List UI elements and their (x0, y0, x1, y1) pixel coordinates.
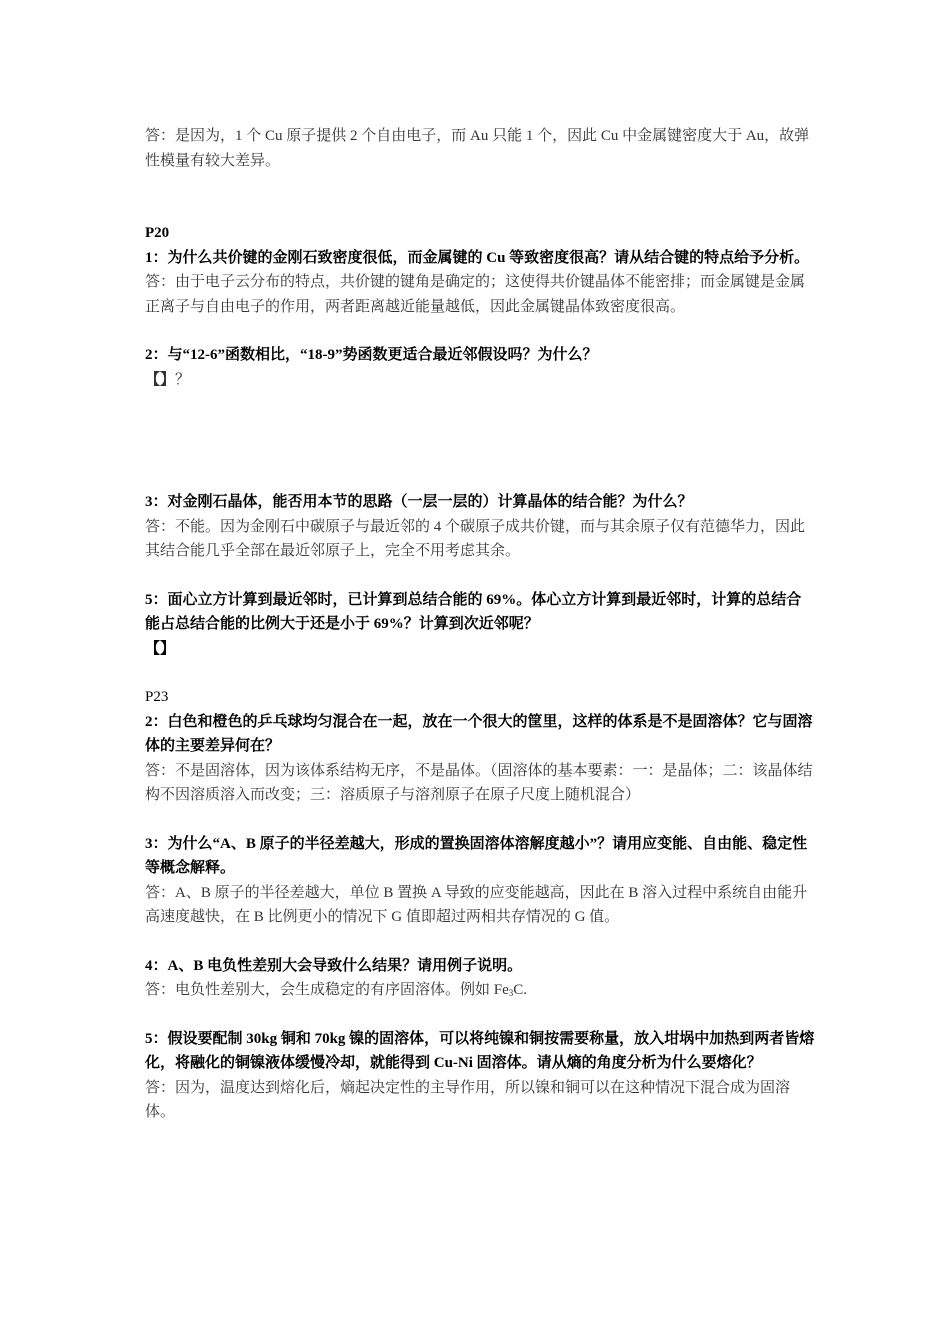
answer-p23-3: 答：A、B 原子的半径差越大，单位 B 置换 A 导致的应变能越高，因此在 B 溶入过程中系统自由能升高速度越快，在 B 比例更小的情况下 G 值即超过两相共存情况的 G 值。 (145, 884, 808, 925)
question-p23-5: 5：假设要配制 30kg 铜和 70kg 镍的固溶体，可以将纯镍和铜按需要称量，放入坩埚中加热到两者皆熔化，将融化的铜镍液体缓慢冷却，就能得到 Cu-Ni 固溶体。请从熵的角度分析为什么要熔化？ (145, 1030, 815, 1071)
spacer (145, 319, 815, 343)
intro-answer: 答：是因为，1 个 Cu 原子提供 2 个自由电子，而 Au 只能 1 个，因此 Cu 中金属键密度大于 Au，故弹性模量有较大差异。 (145, 128, 810, 169)
answer-text-end: C. (513, 982, 528, 998)
answer-p20-1: 答：由于电子云分布的特点，共价键的键角是确定的；这使得共价键晶体不能密排；而金属键是金属正离子与自由电子的作用，两者距离越近能量越低，因此金属键晶体致密度很高。 (145, 274, 806, 315)
question-p20-5: 5：面心立方计算到最近邻时，已计算到总结合能的 69%。体心立方计算到最近邻时，计算的总结合能占总结合能的比例大于还是小于 69%？计算到次近邻呢？ (145, 591, 802, 632)
spacer (145, 173, 815, 221)
document-page (145, 124, 815, 1125)
spacer (145, 661, 815, 685)
answer-p23-4 (145, 978, 815, 1003)
section-heading-p20: P20 (145, 225, 170, 241)
question-p23-4: 4：A、B 电负性差别大会导致什么结果？请用例子说明。 (145, 957, 523, 974)
spacer (145, 392, 815, 490)
question-p20-3: 3：对金刚石晶体，能否用本节的思路（一层一层的）计算晶体的结合能？为什么？ (145, 494, 693, 510)
section-heading-p23: P23 (145, 689, 169, 705)
answer-p23-2: 答：不是固溶体，因为该体系结构无序，不是晶体。（固溶体的基本要素：一：是晶体；二：该晶体结构不因溶质溶入而改变；三：溶质原子与溶剂原子在原子尺度上随机混合） (145, 762, 813, 803)
question-p20-2: 2：与“12-6”函数相比，“18-9”势函数更适合最近邻假设吗？为什么？ (145, 347, 598, 363)
question-p20-1: 1：为什么共价键的金刚石致密度很低，而金属键的 Cu 等致密度很高？请从结合键的特点给予分析。 (145, 249, 810, 266)
spacer (145, 564, 815, 588)
answer-p20-5: 【】 (145, 640, 176, 657)
subscript: 3 (508, 988, 514, 998)
answer-bracket: 【】 (145, 371, 176, 388)
answer-placeholder: ？ (175, 371, 191, 388)
question-p23-3: 3：为什么“A、B 原子的半径差越大，形成的置换固溶体溶解度越小”？请用应变能、自由能、稳定性等概念解释。 (145, 835, 808, 876)
question-p23-2: 2：白色和橙色的乒乓球均匀混合在一起，放在一个很大的筐里，这样的体系是不是固溶体？它与固溶体的主要差异何在？ (145, 713, 813, 754)
answer-p20-2 (145, 368, 815, 393)
answer-text: 答：电负性差别大，会生成稳定的有序固溶体。例如 Fe (145, 982, 509, 998)
answer-p23-5: 答：因为，温度达到熔化后，熵起决定性的主导作用，所以镍和铜可以在这种情况下混合成为固溶体。 (145, 1079, 791, 1120)
spacer (145, 930, 815, 954)
spacer (145, 1003, 815, 1027)
spacer (145, 808, 815, 832)
answer-p20-3: 答：不能。因为金刚石中碳原子与最近邻的 4 个碳原子成共价键，而与其余原子仅有范德华力，因此其结合能几乎全部在最近邻原子上，完全不用考虑其余。 (145, 518, 806, 559)
